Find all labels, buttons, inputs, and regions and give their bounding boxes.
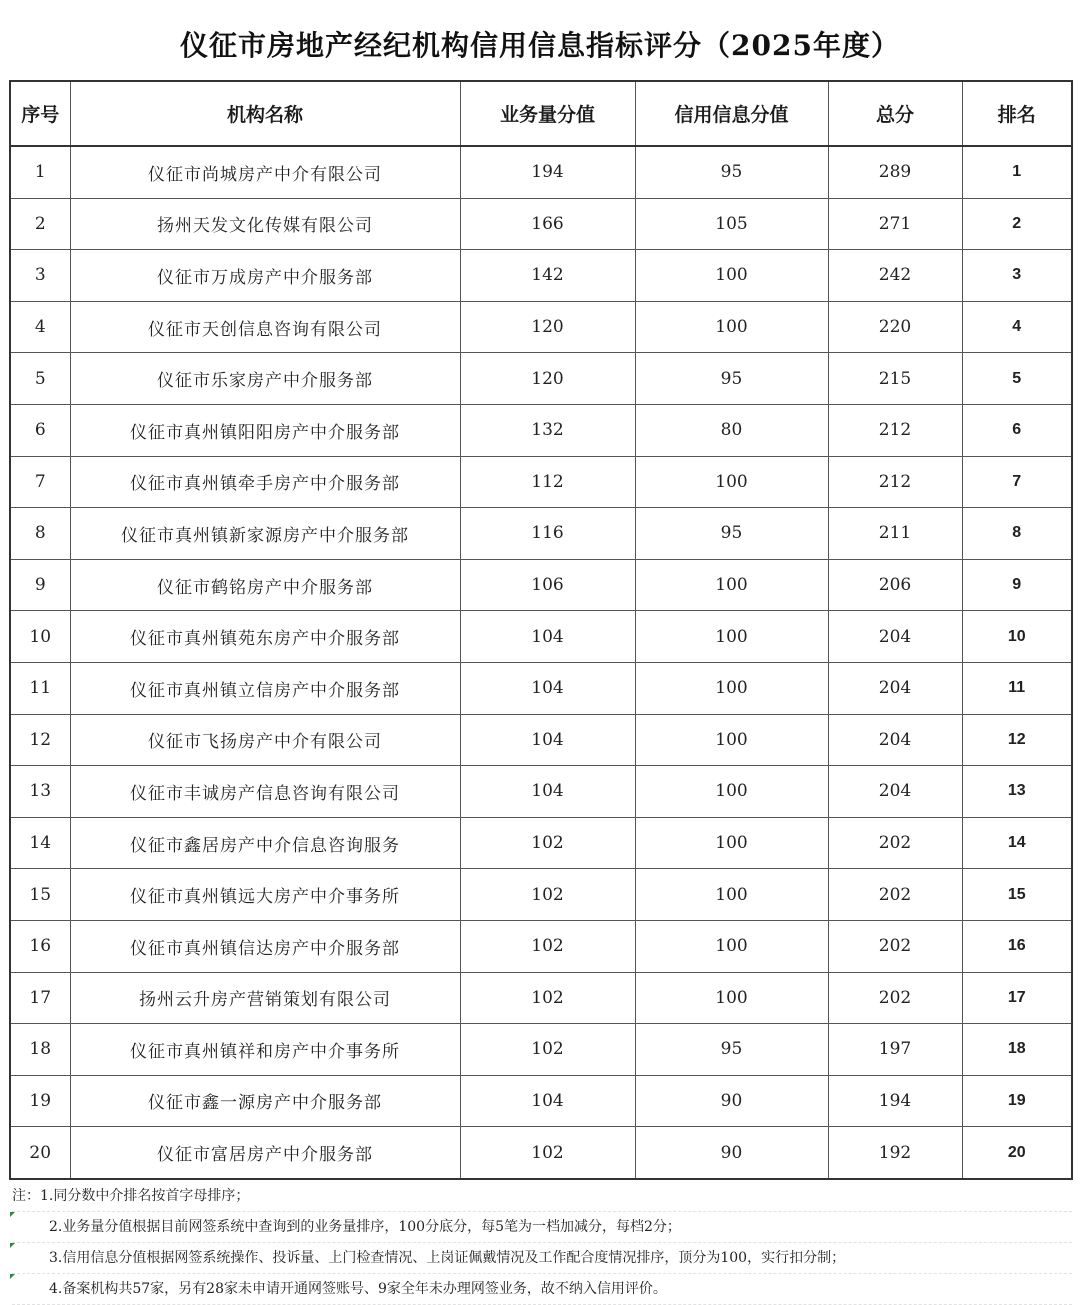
note-line	[12, 1181, 1072, 1212]
cell-rank: 17	[962, 972, 1072, 1024]
cell-seq: 12	[10, 714, 70, 766]
cell-business-score: 102	[460, 1024, 635, 1076]
table-row	[10, 559, 1072, 611]
score-table	[9, 80, 1073, 1180]
cell-rank: 13	[962, 766, 1072, 818]
cell-agency-name: 仪征市丰诚房产信息咨询有限公司	[70, 766, 460, 818]
cell-credit-score: 100	[635, 869, 828, 921]
cell-seq: 11	[10, 662, 70, 714]
cell-business-score: 166	[460, 198, 635, 250]
cell-total-score: 212	[828, 456, 962, 508]
cell-total-score: 202	[828, 920, 962, 972]
table-row	[10, 1127, 1072, 1179]
cell-business-score: 102	[460, 817, 635, 869]
cell-total-score: 192	[828, 1127, 962, 1179]
cell-agency-name: 仪征市真州镇信达房产中介服务部	[70, 920, 460, 972]
cell-rank: 9	[962, 559, 1072, 611]
note-line	[12, 1212, 1072, 1243]
cell-business-score: 104	[460, 766, 635, 818]
cell-rank: 5	[962, 353, 1072, 405]
header-total-score: 总分	[828, 81, 962, 146]
header-credit-score: 信用信息分值	[635, 81, 828, 146]
table-row	[10, 353, 1072, 405]
cell-agency-name: 仪征市真州镇立信房产中介服务部	[70, 662, 460, 714]
cell-agency-name: 仪征市真州镇新家源房产中介服务部	[70, 508, 460, 560]
cell-credit-score: 100	[635, 714, 828, 766]
table-row	[10, 817, 1072, 869]
cell-agency-name: 仪征市万成房产中介服务部	[70, 250, 460, 302]
page-title: 仪征市房地产经纪机构信用信息指标评分（2025年度）	[180, 29, 900, 62]
cell-agency-name: 仪征市鹤铭房产中介服务部	[70, 559, 460, 611]
note-text: 注：1.同分数中介排名按首字母排序；	[12, 1188, 250, 1204]
cell-agency-name: 仪征市真州镇阳阳房产中介服务部	[70, 404, 460, 456]
cell-rank: 4	[962, 301, 1072, 353]
cell-rank: 12	[962, 714, 1072, 766]
cell-seq: 15	[10, 869, 70, 921]
cell-rank: 2	[962, 198, 1072, 250]
cell-total-score: 220	[828, 301, 962, 353]
cell-credit-score: 100	[635, 559, 828, 611]
cell-agency-name: 仪征市真州镇祥和房产中介事务所	[70, 1024, 460, 1076]
cell-total-score: 202	[828, 869, 962, 921]
cell-total-score: 271	[828, 198, 962, 250]
cell-seq: 18	[10, 1024, 70, 1076]
cell-credit-score: 105	[635, 198, 828, 250]
cell-total-score: 242	[828, 250, 962, 302]
table-row	[10, 198, 1072, 250]
cell-agency-name: 仪征市乐家房产中介服务部	[70, 353, 460, 405]
table-row	[10, 920, 1072, 972]
note-line	[12, 1243, 1072, 1274]
cell-seq: 5	[10, 353, 70, 405]
cell-credit-score: 100	[635, 817, 828, 869]
cell-credit-score: 100	[635, 611, 828, 663]
cell-agency-name: 扬州天发文化传媒有限公司	[70, 198, 460, 250]
cell-credit-score: 95	[635, 1024, 828, 1076]
cell-seq: 14	[10, 817, 70, 869]
cell-agency-name: 仪征市鑫居房产中介信息咨询服务	[70, 817, 460, 869]
cell-business-score: 120	[460, 301, 635, 353]
cell-seq: 4	[10, 301, 70, 353]
note-text: 4.备案机构共57家，另有28家未申请开通网签账号、9家全年未办理网签业务，故不纳入信用评价。	[49, 1281, 667, 1297]
cell-total-score: 202	[828, 817, 962, 869]
cell-business-score: 194	[460, 146, 635, 198]
cell-total-score: 289	[828, 146, 962, 198]
cell-agency-name: 仪征市天创信息咨询有限公司	[70, 301, 460, 353]
cell-credit-score: 95	[635, 508, 828, 560]
cell-total-score: 204	[828, 766, 962, 818]
cell-rank: 15	[962, 869, 1072, 921]
cell-credit-score: 95	[635, 146, 828, 198]
cell-seq: 3	[10, 250, 70, 302]
cell-total-score: 215	[828, 353, 962, 405]
cell-agency-name: 仪征市飞扬房产中介有限公司	[70, 714, 460, 766]
cell-credit-score: 100	[635, 456, 828, 508]
cell-agency-name: 扬州云升房产营销策划有限公司	[70, 972, 460, 1024]
header-rank: 排名	[962, 81, 1072, 146]
cell-business-score: 104	[460, 714, 635, 766]
cell-rank: 8	[962, 508, 1072, 560]
cell-business-score: 116	[460, 508, 635, 560]
cell-business-score: 142	[460, 250, 635, 302]
table-row	[10, 1024, 1072, 1076]
cell-rank: 19	[962, 1075, 1072, 1127]
table-row	[10, 869, 1072, 921]
table-row	[10, 146, 1072, 198]
table-row	[10, 972, 1072, 1024]
cell-credit-score: 100	[635, 662, 828, 714]
cell-marker-icon	[10, 1243, 15, 1248]
cell-business-score: 102	[460, 1127, 635, 1179]
cell-rank: 3	[962, 250, 1072, 302]
cell-rank: 7	[962, 456, 1072, 508]
cell-seq: 10	[10, 611, 70, 663]
table-row	[10, 404, 1072, 456]
cell-seq: 6	[10, 404, 70, 456]
cell-business-score: 112	[460, 456, 635, 508]
cell-seq: 17	[10, 972, 70, 1024]
cell-business-score: 132	[460, 404, 635, 456]
cell-credit-score: 100	[635, 301, 828, 353]
table-row	[10, 714, 1072, 766]
cell-rank: 18	[962, 1024, 1072, 1076]
cell-seq: 2	[10, 198, 70, 250]
cell-seq: 16	[10, 920, 70, 972]
cell-agency-name: 仪征市真州镇远大房产中介事务所	[70, 869, 460, 921]
cell-total-score: 206	[828, 559, 962, 611]
cell-total-score: 197	[828, 1024, 962, 1076]
cell-seq: 20	[10, 1127, 70, 1179]
table-row	[10, 766, 1072, 818]
cell-credit-score: 100	[635, 972, 828, 1024]
cell-credit-score: 100	[635, 250, 828, 302]
table-body	[10, 146, 1072, 1179]
cell-business-score: 120	[460, 353, 635, 405]
table-row	[10, 1075, 1072, 1127]
cell-credit-score: 100	[635, 920, 828, 972]
table-row	[10, 662, 1072, 714]
header-name: 机构名称	[70, 81, 460, 146]
cell-seq: 8	[10, 508, 70, 560]
note-text: 3.信用信息分值根据网签系统操作、投诉量、上门检查情况、上岗证佩戴情况及工作配合度情况排序，顶分为100，实行扣分制；	[49, 1250, 846, 1266]
cell-total-score: 204	[828, 611, 962, 663]
cell-agency-name: 仪征市尚城房产中介有限公司	[70, 146, 460, 198]
cell-rank: 1	[962, 146, 1072, 198]
table-row	[10, 301, 1072, 353]
table-row	[10, 508, 1072, 560]
header-seq: 序号	[10, 81, 70, 146]
cell-rank: 11	[962, 662, 1072, 714]
cell-total-score: 202	[828, 972, 962, 1024]
cell-rank: 10	[962, 611, 1072, 663]
cell-seq: 19	[10, 1075, 70, 1127]
cell-credit-score: 90	[635, 1127, 828, 1179]
note-text: 2.业务量分值根据目前网签系统中查询到的业务量排序，100分底分，每5笔为一档加减分，每档2分；	[49, 1219, 681, 1235]
cell-seq: 7	[10, 456, 70, 508]
cell-seq: 1	[10, 146, 70, 198]
cell-business-score: 104	[460, 611, 635, 663]
cell-agency-name: 仪征市真州镇牵手房产中介服务部	[70, 456, 460, 508]
cell-agency-name: 仪征市富居房产中介服务部	[70, 1127, 460, 1179]
note-line	[12, 1274, 1072, 1305]
cell-business-score: 104	[460, 662, 635, 714]
cell-total-score: 194	[828, 1075, 962, 1127]
cell-business-score: 102	[460, 972, 635, 1024]
cell-business-score: 102	[460, 869, 635, 921]
cell-total-score: 204	[828, 714, 962, 766]
cell-total-score: 204	[828, 662, 962, 714]
table-header-row	[10, 81, 1072, 146]
cell-seq: 9	[10, 559, 70, 611]
cell-marker-icon	[10, 1274, 15, 1279]
cell-total-score: 212	[828, 404, 962, 456]
cell-rank: 20	[962, 1127, 1072, 1179]
cell-agency-name: 仪征市真州镇苑东房产中介服务部	[70, 611, 460, 663]
cell-marker-icon	[10, 1212, 15, 1217]
cell-rank: 14	[962, 817, 1072, 869]
cell-credit-score: 100	[635, 766, 828, 818]
cell-business-score: 104	[460, 1075, 635, 1127]
cell-credit-score: 80	[635, 404, 828, 456]
cell-seq: 13	[10, 766, 70, 818]
table-row	[10, 456, 1072, 508]
cell-agency-name: 仪征市鑫一源房产中介服务部	[70, 1075, 460, 1127]
header-business-score: 业务量分值	[460, 81, 635, 146]
table-row	[10, 250, 1072, 302]
notes-section	[12, 1181, 1072, 1305]
table-row	[10, 611, 1072, 663]
cell-total-score: 211	[828, 508, 962, 560]
cell-business-score: 102	[460, 920, 635, 972]
cell-credit-score: 90	[635, 1075, 828, 1127]
cell-rank: 6	[962, 404, 1072, 456]
cell-credit-score: 95	[635, 353, 828, 405]
cell-rank: 16	[962, 920, 1072, 972]
cell-business-score: 106	[460, 559, 635, 611]
